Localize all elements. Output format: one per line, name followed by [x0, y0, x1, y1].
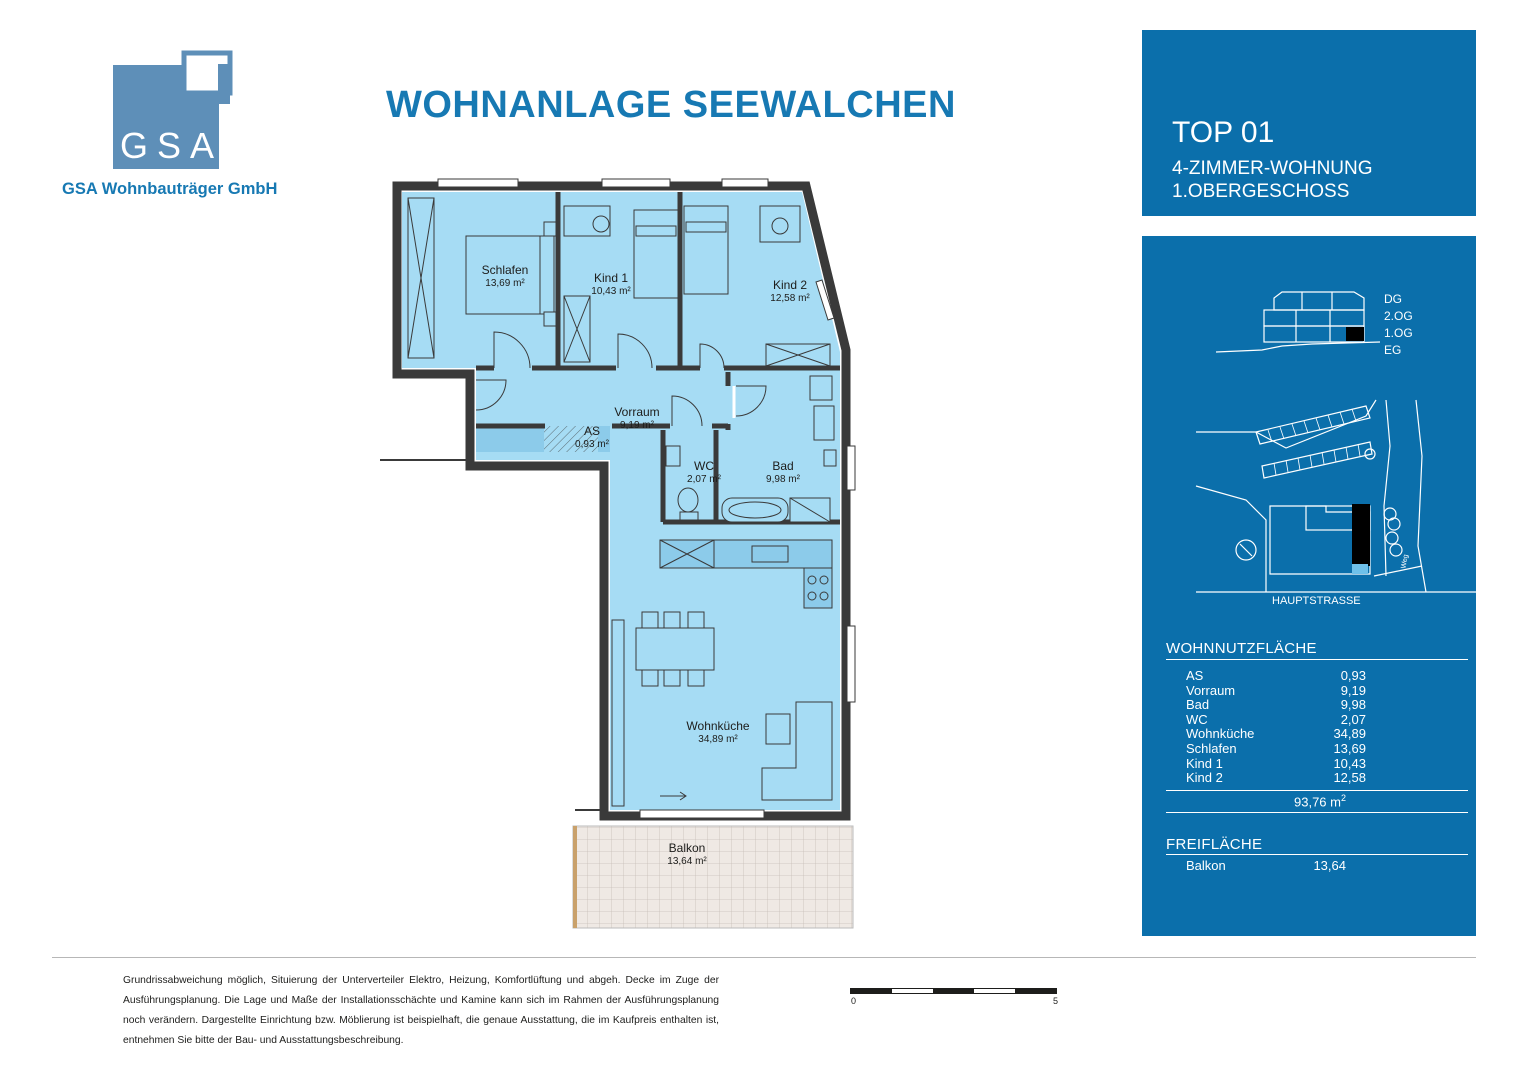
area-row	[1186, 770, 1366, 785]
room-name: Schlafen	[481, 263, 529, 277]
area-value: 2,07	[1340, 712, 1366, 727]
room-area: 9,98 m²	[766, 474, 800, 485]
room-name: Wohnküche	[686, 719, 750, 733]
room-label-kind1	[586, 272, 636, 298]
floor-label-2og: 2.OG	[1384, 309, 1413, 323]
site-plan-street-label: HAUPTSTRASSE	[1272, 595, 1361, 607]
disclaimer-text: Grundrissabweichung möglich, Situierung der Unterverteiler Elektro, Heizung, Komfortlüftung und abgeh. Decke im Zuge der Ausführungsplanung. Die Lage und Maße der Installationsschächte und Kamine kann sich im Rahmen der Ausführungsplanung noch verändern. Dargestellte Einrichtung bzw. Möblierung ist beispielhaft, die genaue Ausstattung, die im Kaufpreis enthalten ist, entnehmen Sie bitte der Bau- und Ausstattungsbeschreibung.	[123, 975, 719, 1046]
divider	[1166, 659, 1468, 660]
area-name: AS	[1186, 668, 1204, 683]
room-label-kind2	[764, 279, 816, 305]
room-label-as	[572, 425, 612, 451]
area-row	[1186, 683, 1366, 698]
area-value: 9,98	[1340, 697, 1366, 712]
area-value: 0,93	[1340, 668, 1366, 683]
scale-bar	[850, 986, 1062, 998]
scale-start-label: 0	[851, 996, 857, 1006]
floor-label-dg: DG	[1384, 292, 1402, 306]
area-name: Kind 1	[1186, 756, 1223, 771]
room-area: 12,58 m²	[770, 293, 810, 304]
room-name: Kind 2	[772, 278, 808, 292]
room-area: 9,19 m²	[620, 420, 654, 431]
unit-header-panel	[1142, 30, 1476, 216]
floor-label-1og: 1.OG	[1384, 326, 1413, 340]
scale-end-label: 5	[1053, 996, 1059, 1006]
area-name: Balkon	[1186, 858, 1226, 873]
floor-indicator-diagram	[1212, 288, 1382, 358]
area-value: 10,43	[1333, 756, 1366, 771]
area-row	[1186, 858, 1346, 873]
room-area: 2,07 m²	[687, 474, 721, 485]
area-name: WC	[1186, 712, 1208, 727]
area-name: Kind 2	[1186, 770, 1223, 785]
area-row	[1186, 712, 1366, 727]
area-value: 13,64	[1313, 858, 1346, 873]
area-value: 34,89	[1333, 726, 1366, 741]
total-area-value: 93,76 m	[1294, 794, 1341, 810]
freiflaeche-heading: FREIFLÄCHE	[1166, 836, 1263, 853]
site-plan-path-label: Weg	[1400, 553, 1410, 570]
area-row	[1186, 726, 1366, 741]
unit-floor: 1.OBERGESCHOSS	[1172, 181, 1350, 202]
area-value: 13,69	[1333, 741, 1366, 756]
room-area: 13,69 m²	[485, 278, 525, 289]
divider	[1166, 812, 1468, 813]
area-name: Wohnküche	[1186, 726, 1255, 741]
room-name: Balkon	[668, 841, 706, 855]
site-plan-diagram	[1186, 396, 1476, 596]
divider	[1166, 854, 1468, 855]
area-name: Bad	[1186, 697, 1210, 712]
total-area	[1294, 793, 1346, 809]
wohnnutzflaeche-heading: WOHNNUTZFLÄCHE	[1166, 640, 1317, 657]
unit-info-panel	[1142, 236, 1476, 936]
total-area-unit-sup: 2	[1340, 793, 1346, 803]
room-label-wc	[684, 460, 724, 486]
divider	[1166, 790, 1468, 791]
room-label-vorraum	[608, 406, 666, 432]
area-name: Vorraum	[1186, 683, 1236, 698]
area-row	[1186, 741, 1366, 756]
room-label-schlafen	[470, 264, 540, 290]
room-area: 34,89 m²	[698, 734, 738, 745]
footer-divider	[52, 957, 1476, 958]
area-name: Schlafen	[1186, 741, 1237, 756]
page-title: WOHNANLAGE SEEWALCHEN	[386, 84, 956, 126]
logo-mark-text: GSA	[120, 125, 224, 166]
room-label-bad	[760, 460, 806, 486]
room-area: 13,64 m²	[667, 856, 707, 867]
room-area: 0,93 m²	[575, 439, 609, 450]
company-name: GSA Wohnbauträger GmbH	[62, 180, 278, 198]
room-label-balkon	[660, 842, 714, 868]
room-name: Kind 1	[593, 271, 629, 285]
floor-label-eg: EG	[1384, 343, 1402, 357]
room-name: AS	[583, 424, 600, 438]
area-row	[1186, 756, 1366, 771]
area-row	[1186, 697, 1366, 712]
area-row	[1186, 668, 1366, 683]
room-name: Vorraum	[614, 405, 660, 419]
room-area: 10,43 m²	[591, 286, 631, 297]
room-name: Bad	[772, 459, 794, 473]
area-value: 9,19	[1340, 683, 1366, 698]
unit-top-number: TOP 01	[1172, 116, 1275, 149]
unit-type: 4-ZIMMER-WOHNUNG	[1172, 158, 1373, 179]
room-label-wohnkueche	[680, 720, 756, 746]
room-name: WC	[694, 459, 714, 473]
area-value: 12,58	[1333, 770, 1366, 785]
